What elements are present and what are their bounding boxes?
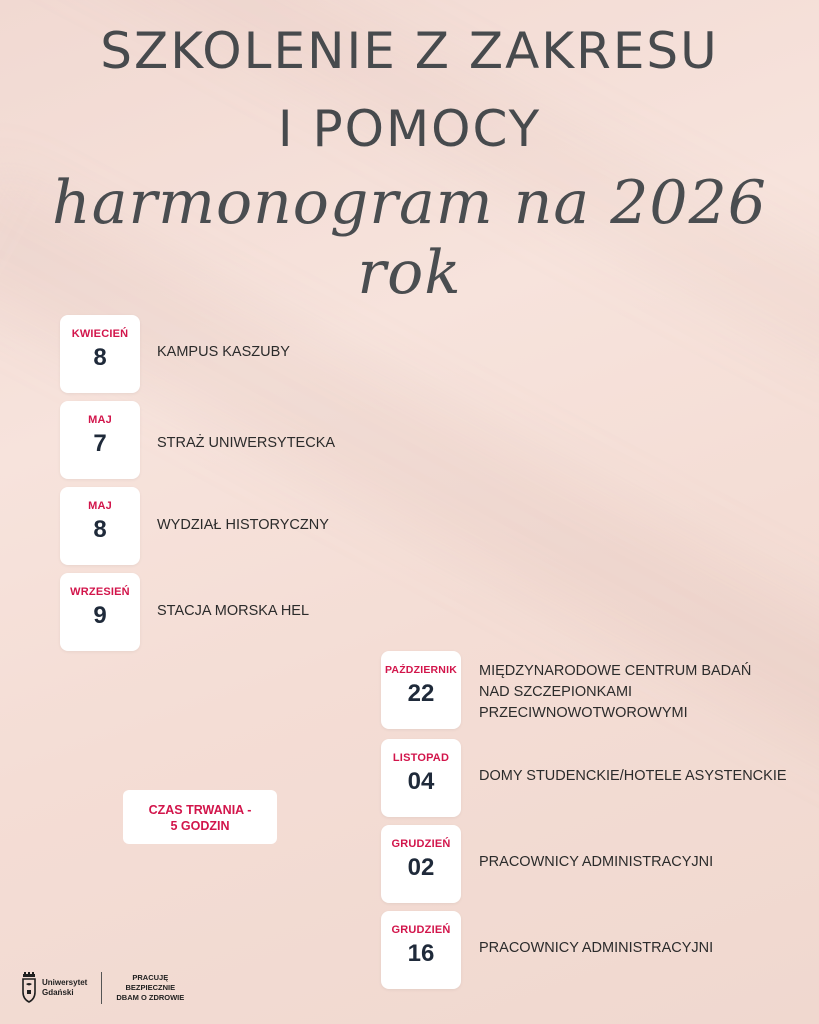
date-card bbox=[381, 739, 461, 817]
date-month: KWIECIEŃ bbox=[71, 328, 129, 340]
date-card bbox=[381, 911, 461, 989]
title-line-1: SZKOLENIE Z ZAKRESU bbox=[100, 22, 719, 80]
date-day: 16 bbox=[407, 940, 435, 967]
date-card bbox=[381, 651, 461, 729]
date-day: 7 bbox=[93, 430, 107, 457]
date-day: 22 bbox=[407, 680, 435, 707]
place-label bbox=[479, 661, 751, 724]
duration-line: 5 GODZIN bbox=[170, 819, 230, 833]
date-month: MAJ bbox=[88, 414, 112, 426]
date-day: 8 bbox=[93, 516, 107, 543]
university-logo-icon bbox=[22, 972, 36, 1004]
date-month: LISTOPAD bbox=[392, 752, 450, 764]
place-label: STRAŻ UNIWERSYTECKA bbox=[157, 435, 336, 451]
subtitle: harmonogram na 2026 rok bbox=[52, 168, 767, 308]
place-label: DOMY STUDENCKIE/HOTELE ASYSTENCKIE bbox=[479, 768, 787, 784]
footer-divider bbox=[101, 972, 102, 1004]
footer bbox=[22, 968, 184, 1008]
date-card bbox=[60, 573, 140, 651]
place-label: WYDZIAŁ HISTORYCZNY bbox=[157, 517, 329, 533]
date-card bbox=[60, 401, 140, 479]
place-line: NAD SZCZEPIONKAMI bbox=[479, 684, 633, 700]
place-label: STACJA MORSKA HEL bbox=[157, 603, 310, 619]
motto-line: PRACUJĘ bbox=[132, 973, 169, 982]
date-card bbox=[381, 825, 461, 903]
place-label: PRACOWNICY ADMINISTRACYJNI bbox=[479, 940, 714, 956]
date-day: 8 bbox=[93, 344, 107, 371]
date-month: MAJ bbox=[88, 500, 112, 512]
university-name bbox=[42, 978, 87, 998]
duration-line: CZAS TRWANIA - bbox=[148, 803, 252, 817]
footer-motto bbox=[116, 973, 184, 1003]
date-card bbox=[60, 487, 140, 565]
date-month: GRUDZIEŃ bbox=[391, 924, 451, 936]
place-label: KAMPUS KASZUBY bbox=[157, 344, 290, 360]
duration-badge bbox=[123, 790, 277, 844]
place-label: PRACOWNICY ADMINISTRACYJNI bbox=[479, 854, 714, 870]
date-day: 02 bbox=[407, 854, 435, 881]
university-line: Uniwersytet bbox=[42, 978, 88, 987]
date-day: 04 bbox=[407, 768, 435, 795]
place-line: PRZECIWNOWOTWOROWYMI bbox=[479, 705, 688, 721]
date-month: GRUDZIEŃ bbox=[391, 838, 451, 850]
title-line-2: I POMOCY bbox=[277, 100, 542, 158]
date-month: PAŹDZIERNIK bbox=[384, 664, 457, 676]
date-card bbox=[60, 315, 140, 393]
university-line: Gdański bbox=[42, 988, 74, 997]
motto-line: DBAM O ZDROWIE bbox=[116, 993, 185, 1002]
place-line: MIĘDZYNARODOWE CENTRUM BADAŃ bbox=[479, 663, 752, 679]
date-day: 9 bbox=[93, 602, 107, 629]
motto-line: BEZPIECZNIE bbox=[125, 983, 176, 992]
date-month: WRZESIEŃ bbox=[70, 586, 130, 598]
